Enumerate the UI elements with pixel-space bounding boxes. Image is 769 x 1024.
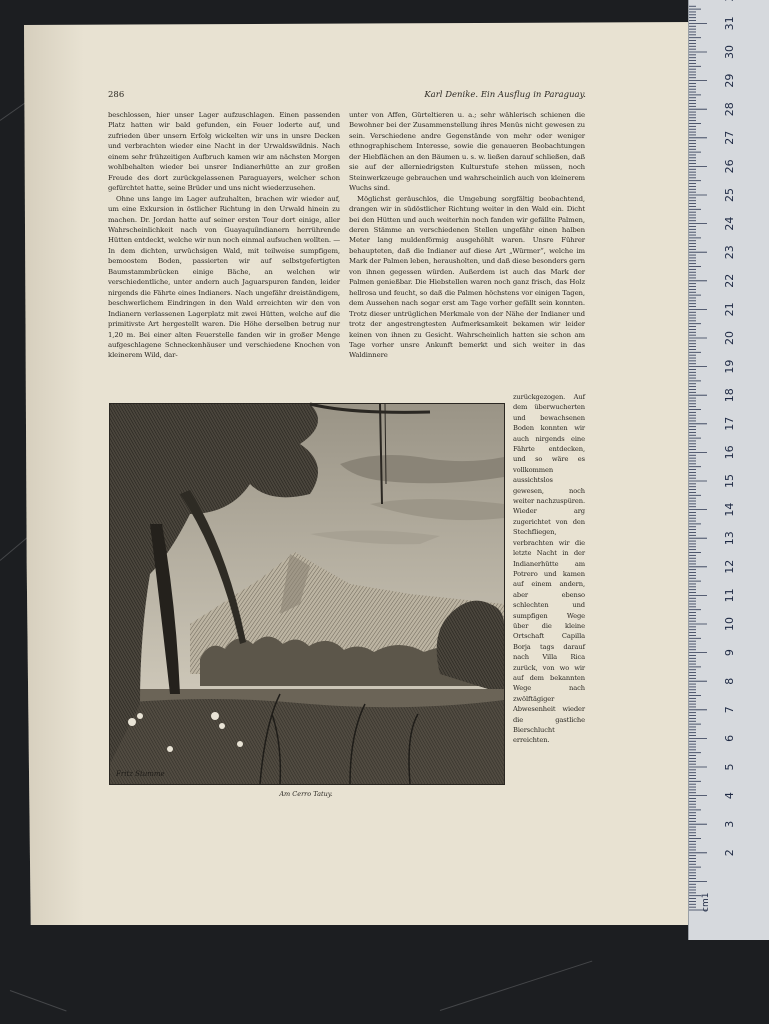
background-vein — [10, 990, 67, 1011]
page-header — [108, 90, 586, 104]
ruler-number: 23 — [723, 245, 736, 260]
background-vein — [0, 534, 31, 560]
ruler-number: 17 — [723, 416, 736, 431]
ruler-unit-label: cm1 — [701, 892, 711, 912]
paragraph: beschlossen, hier unser Lager aufzuschlagen. Einen passenden Platz hatten wir bald gefunden, ein Feuer loderte auf, und zufrieden über unsern Erfolg wickelten wir uns in unsre Decken und verbrachten wieder eine Nacht in der Urwaldswildnis. Nach einem sehr frühzeitigen Aufbruch kamen wir am nächsten Morgen wohlbehalten wieder bei unsrer Indianerhütte an zur großen Freude des dort zurückgelassenen Paraguayers, welcher schon gefürchtet hatte, seine Brüder und uns nicht wiederzusehen. — [108, 111, 340, 193]
page-edge-stain — [24, 22, 84, 925]
running-title: Karl Denike. Ein Ausflug in Paraguay. — [424, 90, 586, 100]
page-number: 286 — [108, 90, 125, 100]
ruler-number: 2 — [723, 849, 736, 857]
right-text-column — [349, 110, 585, 392]
paragraph: Möglichst geräuschlos, die Umgebung sorgfältig beobachtend, drangen wir in südöstlicher Richtung weiter in den Wald ein. Dicht bei den Hütten und auch weiterhin noch fanden wir gefällte Palmen, deren Stämme an verschiedenen Stellen ungefähr einen halben Meter lang muldenförmig ausgehöhlt waren. Unsre Führer behaupteten, daß die Indianer auf diese Art „Würmer“, welche im Mark der Palmen leben, herausholten, und daß diese besonders gern von ihnen gegessen würden. Außerdem ist auch das Mark der Palmen genießbar. Die Hiebstellen waren noch ganz frisch, das Holz hellrosa und feucht, so daß die Palmen höchstens vor einigen Tagen, dem Aussehen nach sogar erst am Tage vorher gefällt sein konnten. Trotz dieser untrüglichen Merkmale von der Nähe der Indianer und trotz der angestrengtesten Aufmerksamkeit bekamen wir leider keinen von ihnen zu Gesicht. Wahrscheinlich hatten sie schon am Tage vorher unsre Ankunft bemerkt und sich weiter in das Waldinnere — [349, 194, 585, 360]
ruler-number: 15 — [723, 474, 736, 488]
paragraph: unter von Affen, Gürteltieren u. a.; sehr wählerisch schienen die Bewohner bei der Zusammenstellung ihres Menüs nicht gewesen zu sein. Verschiedene andre Gegenstände von mehr oder weniger ethnographischem Interesse, sowie die genaueren Beobachtungen der Hiebflächen an den Bäumen u. s. w. ließen darauf schließen, daß sie auf der allerniedrigsten Kulturstufe stehen müssen, noch Steinwerkzeuge gebrauchen und wahrscheinlich auch von kleinerem Wuchs sind. — [349, 111, 585, 193]
ruler-number: 24 — [723, 216, 736, 231]
ruler-number: 14 — [723, 502, 736, 517]
ruler-number: 21 — [723, 302, 736, 317]
ruler-number: 22 — [723, 273, 736, 288]
artist-signature: Fritz Stumme — [116, 770, 165, 778]
ruler-number: 11 — [723, 588, 736, 603]
ruler-number: 4 — [723, 792, 736, 800]
ruler-number: 27 — [723, 130, 736, 145]
background-vein — [440, 961, 592, 1011]
ruler-scale — [689, 0, 769, 940]
ruler-number — [723, 0, 736, 2]
ruler-number: 3 — [723, 820, 736, 828]
ruler-number: 26 — [723, 159, 736, 174]
ruler-number: 25 — [723, 188, 736, 202]
ruler-number: 9 — [723, 649, 736, 657]
ruler-number: 16 — [723, 445, 736, 460]
ruler-number: 31 — [723, 16, 736, 31]
narrow-text-column — [513, 392, 585, 792]
paragraph: Ohne uns lange im Lager aufzuhalten, brachen wir wieder auf, um eine Exkursion in östlicher Richtung in den Urwald hinein zu machen. Dr. Jordan hatte auf seiner ersten Tour dort einige, aller Wahrscheinlichkeit nach von Guayaquíindianern herrührende Hütten entdeckt, welche wir nun noch einmal aufsuchen wollten. — In dem dichten, urwüchsigen Wald, mit teilweise sumpfigem, bemoostem Boden, passierten wir auf selbstgefertigten Baumstammbrücken einige Bäche, an welchen wir verschiedentliche, unter andern auch Jaguarspuren fanden, leider nirgends die Fährte eines Indianers. Nach ungefähr dreiständigem, beschwerlichem Eindringen in den Wald erreichten wir den von Indianern verlassenen Lagerplatz mit zwei Hütten, welche auf die primitivste Art hergestellt waren. Die Höhe derselben betrug nur 1,20 m. Bei einer alten Feuerstelle fanden wir in großer Menge aufgeschlagene Schneckenhäuser und verschiedene Knochen von kleinerem Wild, dar- — [108, 194, 340, 360]
ruler-number: 8 — [723, 677, 736, 685]
ruler-number: 19 — [723, 359, 736, 374]
measuring-ruler — [688, 0, 769, 940]
ruler-number: 28 — [723, 102, 736, 117]
paragraph: zurückgezogen. Auf dem überwucherten und bewachsenen Boden konnten wir auch nirgends eine Fährte entdecken, und so wäre es vollkommen aussichtslos gewesen, noch weiter nachzuspüren. Wieder arg zugerichtet von den Stechfliegen, verbrachten wir die letzte Nacht in der Indianerhütte am Potrero und kamen auf einem andern, aber ebenso schlechten und sumpfigen Wege über die kleine Ortschaft Capilla Borja tags darauf nach Villa Rica zurück, von wo wir auf dem bekannten Wege nach zwölftägiger Abwesenheit wieder die gastliche Bierschlucht erreichten. — [513, 393, 585, 745]
ruler-number: 12 — [723, 559, 736, 574]
left-text-column — [108, 110, 340, 412]
ruler-number: 30 — [723, 45, 736, 59]
ruler-number: 29 — [723, 73, 736, 88]
ruler-number: 5 — [723, 763, 736, 771]
ruler-number: 7 — [723, 706, 736, 714]
illustration-caption: Am Cerro Tatuy. — [279, 790, 333, 798]
engraving-picture — [110, 404, 504, 784]
landscape-illustration — [109, 403, 505, 785]
ruler-number: 13 — [723, 531, 736, 546]
ruler-number: 20 — [723, 331, 736, 345]
ruler-number: 18 — [723, 388, 736, 403]
ruler-number: 6 — [723, 734, 736, 742]
ruler-number: 10 — [723, 617, 736, 631]
